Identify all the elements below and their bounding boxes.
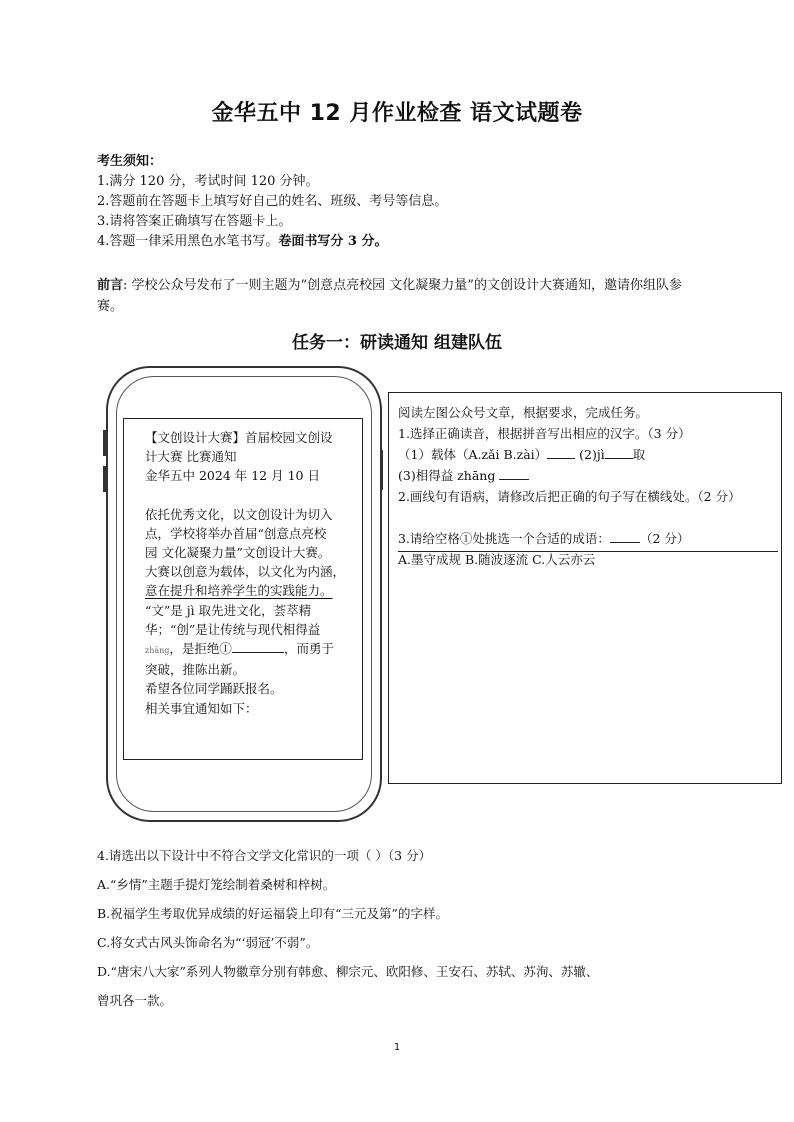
preface-text: : 学校公众号发布了一则主题为“创意点亮校园 文化凝聚力量”的文创设计大赛通知，邀请你组队参赛。 [97, 278, 682, 314]
page-number: 1 [393, 1042, 401, 1053]
underlined-sentence: 意在提升和培养学生的实践能力。 [145, 583, 333, 599]
article-line: 大赛以创意为载体，以文化为内涵， [145, 564, 346, 580]
question-2: 2.画线句有语病，请修改后把正确的句子写在横线处。（2 分） [398, 489, 741, 504]
answer-blank[interactable] [610, 530, 640, 543]
candidate-notice [97, 152, 447, 252]
phone-article [145, 428, 365, 718]
question-3 [398, 528, 778, 549]
q1-part-2: (2)jì [575, 447, 605, 462]
notice-item-4-text: 4.答题一律采用黑色水笔书写。 [97, 234, 279, 249]
article-line: “文”是 jì 取先进文化，荟萃精 [145, 602, 312, 618]
answer-blank[interactable] [605, 446, 633, 459]
option-d: D.“唐宋八大家”系列人物徽章分别有韩愈、柳宗元、欧阳修、王安石、苏轼、苏洵、苏辙、 [97, 964, 599, 979]
q3-score: （2 分） [639, 531, 690, 546]
handwriting-score-note: 卷面书写分 3 分。 [278, 234, 388, 249]
answer-blank[interactable] [499, 467, 529, 480]
article-text: ，是拒绝① [169, 641, 232, 657]
notice-item [97, 232, 447, 252]
article-line: 希望各位同学踊跃报名。 [145, 681, 283, 697]
preface-label: 前言 [97, 278, 124, 293]
article-line: 依托优秀文化，以文创设计为切入 [145, 506, 333, 522]
option-d-continued: 曾巩各一款。 [97, 993, 173, 1008]
article-line: 突破，推陈出新。 [145, 662, 246, 678]
article-line: 相关事宜通知如下： [145, 700, 258, 716]
notice-heading: 考生须知： [97, 154, 163, 169]
phone-side-button [380, 450, 383, 490]
option-c: C.将女式古风头饰命名为“‘弱冠’不弱”。 [97, 935, 319, 950]
answer-blank[interactable] [547, 446, 575, 459]
question-1-part-3 [398, 465, 778, 486]
question-1-parts [398, 444, 778, 465]
article-line: 金华五中 2024 年 12 月 10 日 [145, 468, 320, 484]
question-1: 1.选择正确读音，根据拼音写出相应的汉字。（3 分） [398, 426, 691, 441]
article-text: ，而勇于 [283, 641, 334, 657]
q3-text: 3.请给空格①处挑选一个合适的成语： [398, 531, 610, 546]
notice-item: 3.请将答案正确填写在答题卡上。 [97, 214, 292, 229]
article-line: 华；“创”是让传统与现代相得益 [145, 621, 321, 637]
phone-side-button [103, 430, 106, 456]
page-title: 金华五中 12 月作业检查 语文试题卷 [211, 101, 583, 126]
notice-item: 2.答题前在答题卡上填写好自己的姓名、班级、考号等信息。 [97, 194, 448, 209]
question-4-stem: 4.请选出以下设计中不符合文学文化常识的一项（ ）（3 分） [97, 848, 432, 863]
phone-side-button [103, 466, 106, 492]
q1-part-2-tail: 取 [632, 447, 646, 462]
task-instructions [398, 402, 778, 570]
q1-part-3: (3)相得益 zhāng [398, 468, 500, 483]
article-line: 计大赛 比赛通知 [145, 449, 237, 465]
option-a: A.“乡情”主题手提灯笼绘制着桑树和梓树。 [97, 877, 336, 892]
task-intro: 阅读左图公众号文章，根据要求，完成任务。 [398, 405, 649, 420]
blank-1[interactable] [232, 640, 284, 653]
preface [97, 275, 707, 317]
article-line [145, 639, 365, 660]
option-b: B.祝福学生考取优异成绩的好运福袋上印有“三元及第”的字样。 [97, 906, 448, 921]
question-4 [97, 846, 737, 1020]
task-title: 任务一：研读通知 组建队伍 [292, 333, 502, 353]
q1-part-1: （1）载体（A.zǎi B.zài） [398, 447, 548, 462]
article-line: 园 文化凝聚力量”文创设计大赛。 [145, 545, 331, 561]
article-line: 点，学校将举办首届“创意点亮校 [145, 525, 327, 541]
article-line: 【文创设计大赛】首届校园文创设 [145, 430, 333, 445]
answer-line[interactable] [398, 551, 778, 552]
question-3-options: A.墨守成规 B.随波逐流 C.人云亦云 [398, 552, 596, 567]
pinyin-zhang: zhāng [145, 646, 170, 656]
notice-item: 1.满分 120 分，考试时间 120 分钟。 [97, 174, 319, 189]
